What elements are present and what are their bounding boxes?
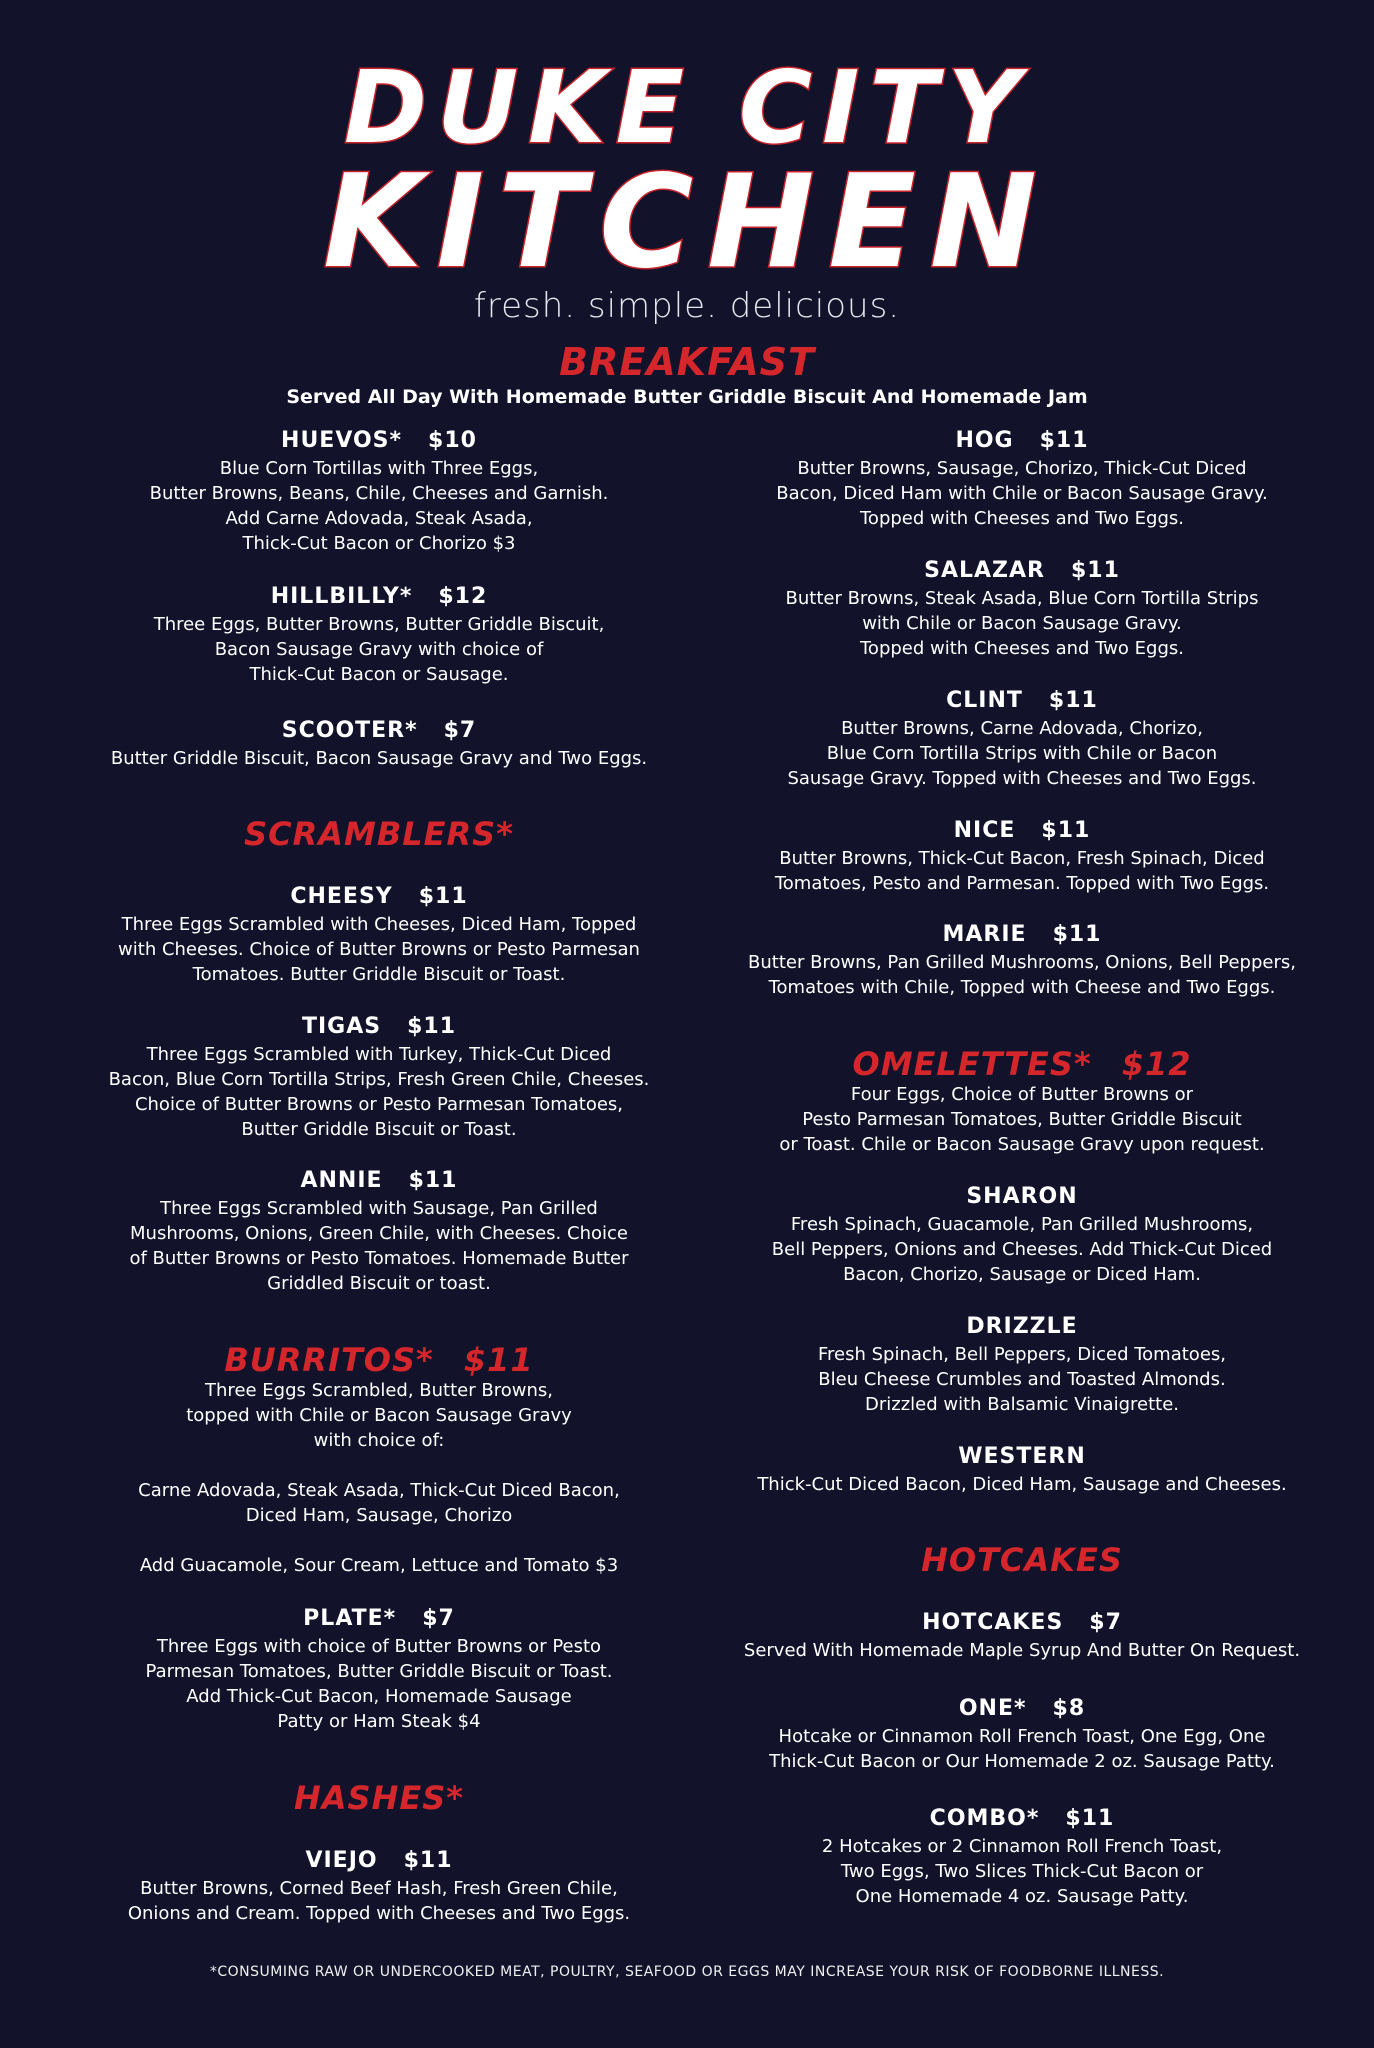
omelettes-price: $12 — [1121, 1045, 1192, 1083]
item-name: HUEVOS* — [281, 428, 403, 453]
item-description: Butter Browns, Sausage, Chorizo, Thick-Cut Diced Bacon, Diced Ham with Chile or Bacon Sausage Gravy. Topped with Cheeses and Two Eggs. — [776, 458, 1268, 529]
health-disclaimer: *CONSUMING RAW OR UNDERCOOKED MEAT, POULTRY, SEAFOOD OR EGGS MAY INCREASE YOUR RISK OF FOODBORNE ILLNESS. — [209, 1964, 1165, 1980]
item-name: MARIE — [942, 922, 1027, 947]
burritos-choices: Carne Adovada, Steak Asada, Thick-Cut Diced Bacon, Diced Ham, Sausage, Chorizo — [138, 1480, 620, 1526]
item-description: Butter Browns, Carne Adovada, Chorizo, Blue Corn Tortilla Strips with Chile or Bacon Sausage Gravy. Topped with Cheeses and Two Eggs. — [787, 718, 1257, 789]
item-name: NICE — [953, 818, 1016, 843]
section-burritos — [90, 1342, 668, 1578]
item-one — [720, 1696, 1324, 1774]
item-hog — [720, 428, 1324, 531]
item-tigas — [90, 1014, 668, 1142]
brand-title-line1: DUKE CITY — [343, 49, 1031, 166]
item-nice — [720, 818, 1324, 896]
item-description: Butter Browns, Corned Beef Hash, Fresh Green Chile, Onions and Cream. Topped with Cheeses and Two Eggs. — [127, 1878, 631, 1924]
item-name: TIGAS — [301, 1014, 382, 1039]
hashes-title: HASHES* — [293, 1779, 464, 1817]
item-price: $11 — [403, 1848, 453, 1873]
burritos-addon: Add Guacamole, Sour Cream, Lettuce and Tomato $3 — [139, 1555, 619, 1576]
item-western — [720, 1444, 1324, 1497]
item-name: DRIZZLE — [966, 1314, 1078, 1339]
item-description: 2 Hotcakes or 2 Cinnamon Roll French Toast, Two Eggs, Two Slices Thick-Cut Bacon or One Homemade 4 oz. Sausage Patty. — [821, 1836, 1223, 1907]
item-description: Fresh Spinach, Bell Peppers, Diced Tomatoes, Bleu Cheese Crumbles and Toasted Almonds. Drizzled with Balsamic Vinaigrette. — [818, 1344, 1226, 1415]
item-description: Butter Griddle Biscuit, Bacon Sausage Gravy and Two Eggs. — [110, 748, 648, 769]
burritos-description: Three Eggs Scrambled, Butter Browns, topped with Chile or Bacon Sausage Gravy with choice of: — [186, 1380, 572, 1451]
omelettes-title: OMELETTES* — [852, 1045, 1092, 1083]
item-description: Three Eggs Scrambled with Turkey, Thick-Cut Diced Bacon, Blue Corn Tortilla Strips, Fresh Green Chile, Cheeses. Choice of Butter Browns or Pesto Parmesan Tomatoes, Butter Griddle Biscuit or Toast. — [108, 1044, 650, 1140]
item-price: $11 — [1041, 818, 1091, 843]
item-name: PLATE* — [303, 1606, 397, 1631]
item-description: Blue Corn Tortillas with Three Eggs, Butter Browns, Beans, Chile, Cheeses and Garnish. Add Carne Adovada, Steak Asada, Thick-Cut Bacon or Chorizo $3 — [149, 458, 609, 554]
item-viejo — [90, 1848, 668, 1926]
burritos-price: $11 — [463, 1341, 534, 1379]
item-drizzle — [720, 1314, 1324, 1417]
item-name: CLINT — [946, 688, 1023, 713]
item-description: Hotcake or Cinnamon Roll French Toast, One Egg, One Thick-Cut Bacon or Our Homemade 2 oz. Sausage Patty. — [769, 1726, 1275, 1772]
item-price: $11 — [1052, 922, 1102, 947]
breakfast-subtitle: Served All Day With Homemade Butter Griddle Biscuit And Homemade Jam — [286, 386, 1088, 408]
item-price: $10 — [428, 428, 477, 453]
item-scooter — [90, 718, 668, 771]
item-description: Three Eggs Scrambled with Sausage, Pan Grilled Mushrooms, Onions, Green Chile, with Cheeses. Choice of Butter Browns or Pesto Tomatoes. Homemade Butter Griddled Biscuit or toast. — [129, 1198, 629, 1294]
item-name: HOG — [955, 428, 1014, 453]
item-name: CHEESY — [290, 884, 393, 909]
section-omelettes — [720, 1046, 1324, 1157]
item-price: $11 — [1048, 688, 1098, 713]
hotcakes-title: HOTCAKES — [921, 1541, 1123, 1579]
item-name: SCOOTER* — [281, 718, 418, 743]
item-marie — [720, 922, 1324, 1000]
item-price: $11 — [1070, 558, 1120, 583]
item-description: Fresh Spinach, Guacamole, Pan Grilled Mushrooms, Bell Peppers, Onions and Cheeses. Add Thick-Cut Diced Bacon, Chorizo, Sausage or Diced Ham. — [771, 1214, 1273, 1285]
burritos-title: BURRITOS* — [224, 1341, 434, 1379]
item-price: $11 — [408, 1168, 458, 1193]
item-description: Butter Browns, Thick-Cut Bacon, Fresh Spinach, Diced Tomatoes, Pesto and Parmesan. Topped with Two Eggs. — [774, 848, 1270, 894]
tagline: fresh. simple. delicious. — [473, 286, 901, 326]
item-description: Butter Browns, Pan Grilled Mushrooms, Onions, Bell Peppers, Tomatoes with Chile, Topped with Cheese and Two Eggs. — [748, 952, 1296, 998]
item-hillbilly — [90, 584, 668, 687]
item-sharon — [720, 1184, 1324, 1287]
item-price: $11 — [1065, 1806, 1115, 1831]
item-annie — [90, 1168, 668, 1296]
item-price: $11 — [418, 884, 468, 909]
item-price: $7 — [422, 1606, 455, 1631]
item-price: $11 — [1039, 428, 1089, 453]
item-name: HILLBILLY* — [270, 584, 413, 609]
brand-title-line2: KITCHEN — [323, 148, 1051, 297]
item-description: Three Eggs, Butter Browns, Butter Griddle Biscuit, Bacon Sausage Gravy with choice of Thick-Cut Bacon or Sausage. — [153, 614, 605, 685]
item-name: SALAZAR — [924, 558, 1045, 583]
item-name: COMBO* — [929, 1806, 1040, 1831]
breakfast-title: BREAKFAST — [559, 340, 815, 384]
item-description: Thick-Cut Diced Bacon, Diced Ham, Sausage and Cheeses. — [757, 1474, 1287, 1495]
item-cheesy — [90, 884, 668, 987]
item-combo — [720, 1806, 1324, 1909]
item-price: $7 — [1089, 1610, 1122, 1635]
omelettes-description: Four Eggs, Choice of Butter Browns or Pesto Parmesan Tomatoes, Butter Griddle Biscuit or Toast. Chile or Bacon Sausage Gravy upon request. — [779, 1084, 1265, 1155]
item-price: $7 — [443, 718, 477, 743]
scramblers-title: SCRAMBLERS* — [244, 815, 514, 853]
item-hotcakes — [720, 1610, 1324, 1663]
item-description: Three Eggs Scrambled with Cheeses, Diced Ham, Topped with Cheeses. Choice of Butter Browns or Pesto Parmesan Tomatoes. Butter Griddle Biscuit or Toast. — [118, 914, 640, 985]
item-description: Butter Browns, Steak Asada, Blue Corn Tortilla Strips with Chile or Bacon Sausage Gravy. Topped with Cheeses and Two Eggs. — [785, 588, 1259, 659]
item-name: ONE* — [958, 1696, 1027, 1721]
item-price: $8 — [1052, 1696, 1086, 1721]
item-name: HOTCAKES — [922, 1610, 1064, 1635]
item-name: VIEJO — [305, 1848, 378, 1873]
item-price: $12 — [438, 584, 488, 609]
item-plate — [90, 1606, 668, 1734]
item-name: ANNIE — [300, 1168, 383, 1193]
item-huevos — [90, 428, 668, 556]
item-description: Three Eggs with choice of Butter Browns or Pesto Parmesan Tomatoes, Butter Griddle Biscuit or Toast. Add Thick-Cut Bacon, Homemade Sausage Patty or Ham Steak $4 — [145, 1636, 613, 1732]
item-name: SHARON — [966, 1184, 1078, 1209]
item-clint — [720, 688, 1324, 791]
item-salazar — [720, 558, 1324, 661]
item-price: $11 — [407, 1014, 457, 1039]
item-name: WESTERN — [958, 1444, 1086, 1469]
item-description: Served With Homemade Maple Syrup And Butter On Request. — [743, 1640, 1301, 1661]
